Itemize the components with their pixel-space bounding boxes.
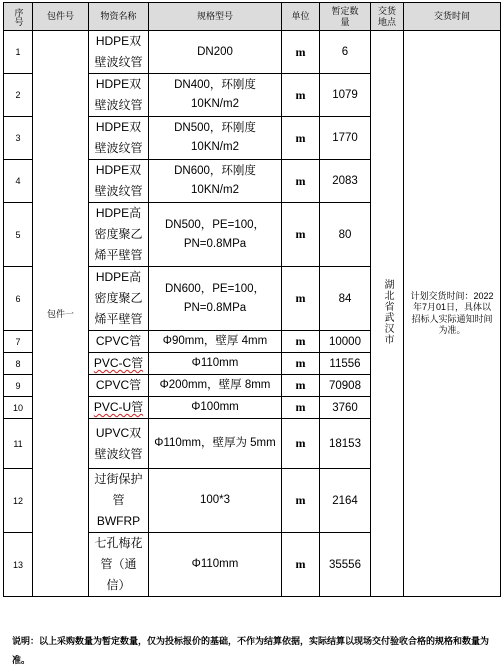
materials-table [3, 2, 501, 597]
qty-cell: 10000 [320, 331, 371, 353]
material-name-text: 过街保护管 BWFRP [94, 472, 143, 528]
unit-cell: m [282, 203, 320, 267]
package-cell: 包件一 [33, 31, 89, 597]
material-name-text: HDPE双壁波纹管 [94, 163, 143, 198]
material-name [89, 74, 149, 117]
header-row [4, 3, 501, 31]
row-index: 6 [4, 267, 33, 331]
material-name [89, 353, 149, 375]
header-spec: 规格型号 [149, 3, 282, 31]
location-cell [371, 31, 404, 597]
qty-cell: 84 [320, 267, 371, 331]
header-index: 序号 [4, 3, 33, 31]
material-name [89, 533, 149, 597]
row-index: 1 [4, 31, 33, 74]
spec-cell: Φ110mm，壁厚为 5mm [149, 419, 282, 469]
unit-cell: m [282, 31, 320, 74]
row-index: 5 [4, 203, 33, 267]
spec-cell: DN400，环刚度 10KN/m2 [149, 74, 282, 117]
qty-cell: 2164 [320, 469, 371, 533]
qty-cell: 3760 [320, 397, 371, 419]
spec-cell: Φ110mm [149, 533, 282, 597]
unit-cell: m [282, 419, 320, 469]
row-index: 13 [4, 533, 33, 597]
material-name [89, 375, 149, 397]
qty-cell: 2083 [320, 160, 371, 203]
qty-cell: 70908 [320, 375, 371, 397]
qty-cell: 1770 [320, 117, 371, 160]
unit-cell: m [282, 533, 320, 597]
material-name [89, 31, 149, 74]
material-name [89, 267, 149, 331]
spec-cell: DN200 [149, 31, 282, 74]
row-index: 3 [4, 117, 33, 160]
unit-cell: m [282, 375, 320, 397]
row-index: 4 [4, 160, 33, 203]
material-name-text: UPVC双壁波纹管 [94, 425, 143, 461]
header-qty: 暂定数量 [320, 3, 371, 31]
material-name-text: 七孔梅花管（通信） [94, 536, 143, 592]
qty-cell: 6 [320, 31, 371, 74]
header-time: 交货时间 [404, 3, 501, 31]
row-index: 10 [4, 397, 33, 419]
unit-cell: m [282, 160, 320, 203]
row-index: 2 [4, 74, 33, 117]
footnote: 说明：以上采购数量为暂定数量，仅为投标报价的基础，不作为结算依据，实际结算以现场交付验收合格的规格和数量为准。 [12, 636, 490, 665]
unit-cell: m [282, 117, 320, 160]
qty-cell: 80 [320, 203, 371, 267]
qty-cell: 35556 [320, 533, 371, 597]
material-name [89, 160, 149, 203]
header-name: 物资名称 [89, 3, 149, 31]
material-name-text: HDPE双壁波纹管 [94, 34, 143, 69]
header-package: 包件号 [33, 3, 89, 31]
unit-cell: m [282, 267, 320, 331]
spec-cell: DN600，PE=100，PN=0.8MPa [149, 267, 282, 331]
spec-cell: Φ90mm，壁厚 4mm [149, 331, 282, 353]
header-unit: 单位 [282, 3, 320, 31]
row-index: 9 [4, 375, 33, 397]
location-text: 湖北省武汉市 [382, 278, 393, 345]
unit-cell: m [282, 74, 320, 117]
qty-cell: 1079 [320, 74, 371, 117]
spec-cell: Φ110mm [149, 353, 282, 375]
unit-cell: m [282, 353, 320, 375]
table-row [4, 31, 501, 74]
material-name-text: CPVC管 [95, 378, 142, 392]
spec-cell: Φ100mm [149, 397, 282, 419]
material-name [89, 203, 149, 267]
qty-cell: 18153 [320, 419, 371, 469]
delivery-time-cell: 计划交货时间：2022年7月01日，具体以招标人实际通知时间为准。 [404, 31, 501, 597]
row-index: 11 [4, 419, 33, 469]
qty-cell: 11556 [320, 353, 371, 375]
spec-cell: 100*3 [149, 469, 282, 533]
material-name-text: HDPE双壁波纹管 [94, 77, 143, 112]
material-name [89, 331, 149, 353]
material-name-text: HDPE高密度聚乙烯平壁管 [94, 206, 143, 262]
unit-cell: m [282, 397, 320, 419]
spec-cell: DN500，PE=100，PN=0.8MPa [149, 203, 282, 267]
header-location: 交货地点 [371, 3, 404, 31]
material-name-text: PVC-U管 [93, 400, 144, 414]
material-name [89, 469, 149, 533]
row-index: 8 [4, 353, 33, 375]
row-index: 7 [4, 331, 33, 353]
material-name-text: HDPE高密度聚乙烯平壁管 [94, 270, 143, 326]
material-name-text: PVC-C管 [93, 356, 144, 370]
spec-cell: Φ200mm，壁厚 8mm [149, 375, 282, 397]
material-name [89, 117, 149, 160]
spec-cell: DN600，环刚度 10KN/m2 [149, 160, 282, 203]
unit-cell: m [282, 331, 320, 353]
material-name [89, 397, 149, 419]
row-index: 12 [4, 469, 33, 533]
unit-cell: m [282, 469, 320, 533]
material-name [89, 419, 149, 469]
document-page [3, 2, 500, 665]
spec-cell: DN500，环刚度 10KN/m2 [149, 117, 282, 160]
material-name-text: HDPE双壁波纹管 [94, 120, 143, 155]
material-name-text: CPVC管 [95, 334, 142, 348]
